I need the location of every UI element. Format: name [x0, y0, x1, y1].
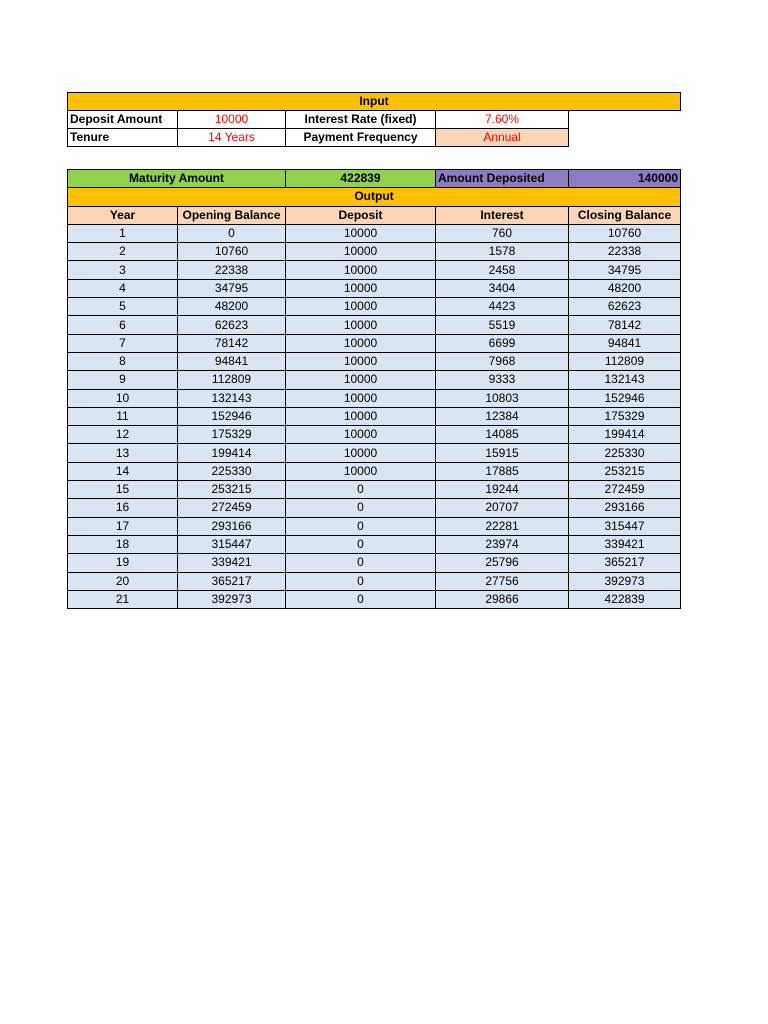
cell-closing-balance: 78142 [569, 316, 681, 334]
cell-opening-balance: 62623 [178, 316, 286, 334]
cell-deposit: 0 [286, 554, 436, 572]
cell-year: 15 [68, 481, 178, 499]
table-row [68, 554, 681, 572]
cell-closing-balance: 152946 [569, 389, 681, 407]
empty-cell [569, 111, 681, 129]
cell-year: 6 [68, 316, 178, 334]
input-table [67, 92, 681, 147]
cell-deposit: 10000 [286, 389, 436, 407]
column-header-closing-balance: Closing Balance [569, 206, 681, 224]
cell-opening-balance: 293166 [178, 517, 286, 535]
cell-interest: 4423 [436, 298, 569, 316]
cell-interest: 760 [436, 224, 569, 242]
cell-closing-balance: 62623 [569, 298, 681, 316]
maturity-amount-label: Maturity Amount [68, 170, 286, 188]
column-header-opening-balance: Opening Balance [178, 206, 286, 224]
table-row [68, 279, 681, 297]
cell-year: 17 [68, 517, 178, 535]
cell-deposit: 10000 [286, 444, 436, 462]
cell-closing-balance: 94841 [569, 334, 681, 352]
cell-interest: 25796 [436, 554, 569, 572]
maturity-amount-value: 422839 [286, 170, 436, 188]
cell-deposit: 0 [286, 517, 436, 535]
cell-closing-balance: 34795 [569, 261, 681, 279]
cell-year: 9 [68, 371, 178, 389]
cell-interest: 17885 [436, 462, 569, 480]
tenure-value[interactable]: 14 Years [178, 129, 286, 147]
cell-closing-balance: 22338 [569, 243, 681, 261]
cell-year: 10 [68, 389, 178, 407]
table-row [68, 535, 681, 553]
cell-interest: 3404 [436, 279, 569, 297]
cell-year: 5 [68, 298, 178, 316]
cell-deposit: 10000 [286, 279, 436, 297]
cell-deposit: 10000 [286, 462, 436, 480]
payment-frequency-label: Payment Frequency [286, 129, 436, 147]
cell-closing-balance: 365217 [569, 554, 681, 572]
cell-opening-balance: 315447 [178, 535, 286, 553]
cell-deposit: 10000 [286, 371, 436, 389]
cell-deposit: 10000 [286, 243, 436, 261]
cell-year: 19 [68, 554, 178, 572]
table-row [68, 371, 681, 389]
cell-year: 7 [68, 334, 178, 352]
cell-year: 13 [68, 444, 178, 462]
cell-opening-balance: 112809 [178, 371, 286, 389]
cell-interest: 12384 [436, 407, 569, 425]
cell-year: 18 [68, 535, 178, 553]
table-row [68, 298, 681, 316]
cell-interest: 14085 [436, 426, 569, 444]
cell-deposit: 10000 [286, 224, 436, 242]
payment-frequency-value[interactable]: Annual [436, 129, 569, 147]
cell-closing-balance: 392973 [569, 572, 681, 590]
cell-year: 20 [68, 572, 178, 590]
table-row [68, 261, 681, 279]
cell-opening-balance: 365217 [178, 572, 286, 590]
cell-closing-balance: 112809 [569, 352, 681, 370]
cell-year: 1 [68, 224, 178, 242]
cell-interest: 23974 [436, 535, 569, 553]
cell-deposit: 10000 [286, 426, 436, 444]
cell-interest: 20707 [436, 499, 569, 517]
cell-year: 12 [68, 426, 178, 444]
cell-interest: 19244 [436, 481, 569, 499]
column-header-deposit: Deposit [286, 206, 436, 224]
cell-interest: 29866 [436, 590, 569, 608]
amount-deposited-label: Amount Deposited [436, 170, 569, 188]
cell-opening-balance: 152946 [178, 407, 286, 425]
cell-opening-balance: 175329 [178, 426, 286, 444]
cell-deposit: 10000 [286, 298, 436, 316]
cell-interest: 1578 [436, 243, 569, 261]
cell-interest: 15915 [436, 444, 569, 462]
table-row [68, 224, 681, 242]
cell-interest: 7968 [436, 352, 569, 370]
cell-closing-balance: 422839 [569, 590, 681, 608]
cell-opening-balance: 10760 [178, 243, 286, 261]
cell-interest: 27756 [436, 572, 569, 590]
table-row [68, 243, 681, 261]
table-row [68, 352, 681, 370]
cell-interest: 9333 [436, 371, 569, 389]
interest-rate-label: Interest Rate (fixed) [286, 111, 436, 129]
deposit-amount-value[interactable]: 10000 [178, 111, 286, 129]
cell-year: 4 [68, 279, 178, 297]
column-header-year: Year [68, 206, 178, 224]
cell-year: 16 [68, 499, 178, 517]
cell-closing-balance: 339421 [569, 535, 681, 553]
table-row [68, 462, 681, 480]
output-table [67, 169, 681, 609]
cell-deposit: 0 [286, 535, 436, 553]
cell-year: 14 [68, 462, 178, 480]
cell-closing-balance: 293166 [569, 499, 681, 517]
cell-interest: 5519 [436, 316, 569, 334]
cell-closing-balance: 199414 [569, 426, 681, 444]
cell-opening-balance: 94841 [178, 352, 286, 370]
cell-opening-balance: 0 [178, 224, 286, 242]
table-row [68, 499, 681, 517]
cell-opening-balance: 22338 [178, 261, 286, 279]
cell-closing-balance: 10760 [569, 224, 681, 242]
table-row [68, 316, 681, 334]
cell-year: 8 [68, 352, 178, 370]
cell-deposit: 10000 [286, 334, 436, 352]
cell-opening-balance: 253215 [178, 481, 286, 499]
cell-closing-balance: 175329 [569, 407, 681, 425]
cell-deposit: 0 [286, 590, 436, 608]
table-row [68, 407, 681, 425]
tenure-label: Tenure [68, 129, 178, 147]
table-row [68, 426, 681, 444]
cell-closing-balance: 272459 [569, 481, 681, 499]
cell-opening-balance: 48200 [178, 298, 286, 316]
cell-year: 11 [68, 407, 178, 425]
cell-year: 3 [68, 261, 178, 279]
cell-opening-balance: 339421 [178, 554, 286, 572]
cell-opening-balance: 225330 [178, 462, 286, 480]
interest-rate-value[interactable]: 7.60% [436, 111, 569, 129]
output-header: Output [68, 188, 681, 206]
cell-opening-balance: 392973 [178, 590, 286, 608]
cell-closing-balance: 253215 [569, 462, 681, 480]
cell-closing-balance: 315447 [569, 517, 681, 535]
cell-closing-balance: 132143 [569, 371, 681, 389]
column-header-interest: Interest [436, 206, 569, 224]
table-row [68, 334, 681, 352]
table-row [68, 389, 681, 407]
cell-deposit: 0 [286, 499, 436, 517]
cell-opening-balance: 272459 [178, 499, 286, 517]
cell-opening-balance: 132143 [178, 389, 286, 407]
table-row [68, 481, 681, 499]
cell-deposit: 10000 [286, 261, 436, 279]
table-row [68, 572, 681, 590]
cell-interest: 22281 [436, 517, 569, 535]
cell-closing-balance: 225330 [569, 444, 681, 462]
cell-interest: 2458 [436, 261, 569, 279]
cell-deposit: 0 [286, 572, 436, 590]
cell-closing-balance: 48200 [569, 279, 681, 297]
cell-opening-balance: 34795 [178, 279, 286, 297]
input-header: Input [68, 93, 681, 111]
cell-year: 2 [68, 243, 178, 261]
column-header-row [68, 206, 681, 224]
cell-interest: 6699 [436, 334, 569, 352]
deposit-amount-label: Deposit Amount [68, 111, 178, 129]
table-row [68, 590, 681, 608]
cell-deposit: 10000 [286, 316, 436, 334]
cell-opening-balance: 199414 [178, 444, 286, 462]
cell-deposit: 10000 [286, 407, 436, 425]
cell-deposit: 0 [286, 481, 436, 499]
cell-interest: 10803 [436, 389, 569, 407]
cell-year: 21 [68, 590, 178, 608]
cell-deposit: 10000 [286, 352, 436, 370]
amount-deposited-value: 140000 [569, 170, 681, 188]
cell-opening-balance: 78142 [178, 334, 286, 352]
empty-cell [569, 129, 681, 147]
table-row [68, 517, 681, 535]
table-row [68, 444, 681, 462]
